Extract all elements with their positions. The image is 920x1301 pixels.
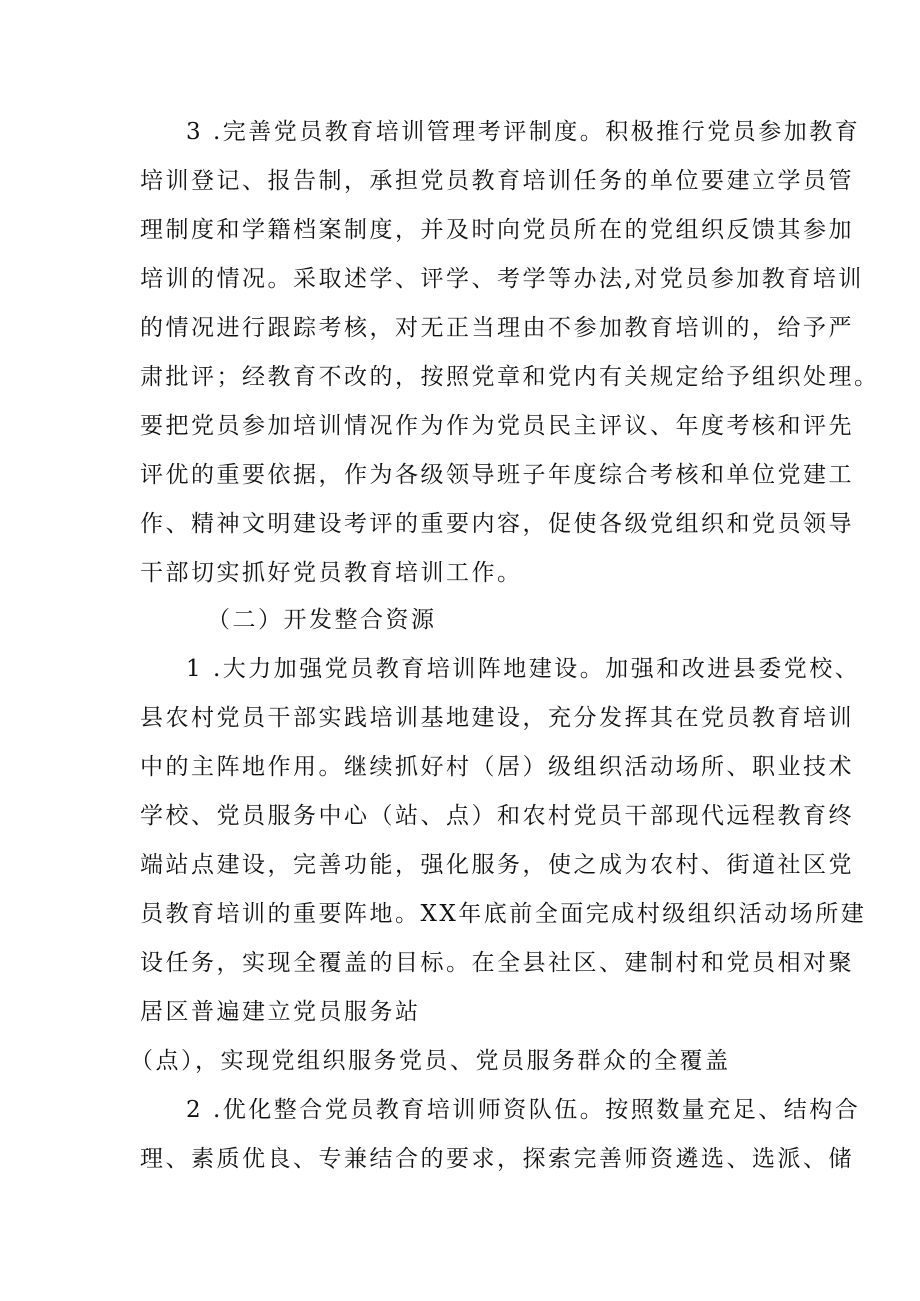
paragraph-1-line-5: 端站点建设，完善功能，强化服务，使之成为农村、街道社区党 <box>140 852 854 878</box>
paragraph-3-line-1: 3 .完善党员教育培训管理考评制度。积极推行党员参加教育 <box>186 119 861 145</box>
paragraph-3-line-7: 要把党员参加培训情况作为作为党员民主评议、年度考核和评先 <box>140 413 854 439</box>
paragraph-1-line-4: 学校、党员服务中心（站、点）和农村党员干部现代远程教育终 <box>140 803 854 829</box>
paragraph-3-line-9: 作、精神文明建设考评的重要内容，促使各级党组织和党员领导 <box>140 511 854 537</box>
paragraph-1-line-2: 县农村党员干部实践培训基地建设，充分发挥其在党员教育培训 <box>140 705 854 731</box>
paragraph-1-line-1: 1 .大力加强党员教育培训阵地建设。加强和改进县委党校、 <box>186 656 861 682</box>
paragraph-3-line-2: 培训登记、报告制，承担党员教育培训任务的单位要建立学员管 <box>140 168 854 194</box>
paragraph-1-line-9: （点），实现党组织服务党员、党员服务群众的全覆盖 <box>130 1048 731 1074</box>
paragraph-3-line-3: 理制度和学籍档案制度，并及时向党员所在的党组织反馈其参加 <box>140 217 854 243</box>
paragraph-3-line-4: 培训的情况。采取述学、评学、考学等办法,对党员参加教育培训 <box>140 266 864 292</box>
paragraph-1-line-8: 居区普遍建立党员服务站 <box>140 999 421 1025</box>
section-heading: （二）开发整合资源 <box>207 607 437 633</box>
paragraph-1-line-3: 中的主阵地作用。继续抓好村（居）级组织活动场所、职业技术 <box>140 754 854 780</box>
paragraph-3-line-8: 评优的重要依据，作为各级领导班子年度综合考核和单位党建工 <box>140 462 854 488</box>
paragraph-2-line-1: 2 .优化整合党员教育培训师资队伍。按照数量充足、结构合 <box>186 1097 861 1123</box>
paragraph-2-line-2: 理、素质优良、专兼结合的要求，探索完善师资遴选、选派、储 <box>140 1146 854 1172</box>
paragraph-1-line-7: 设任务，实现全覆盖的目标。在全县社区、建制村和党员相对聚 <box>140 950 854 976</box>
paragraph-3-line-5: 的情况进行跟踪考核，对无正当理由不参加教育培训的，给予严 <box>140 315 854 341</box>
paragraph-1-line-6: 员教育培训的重要阵地。XX年底前全面完成村级组织活动场所建 <box>140 901 867 927</box>
paragraph-3-line-10: 干部切实抓好党员教育培训工作。 <box>140 560 523 586</box>
paragraph-3-line-6: 肃批评；经教育不改的，按照党章和党内有关规定给予组织处理。 <box>140 364 880 390</box>
